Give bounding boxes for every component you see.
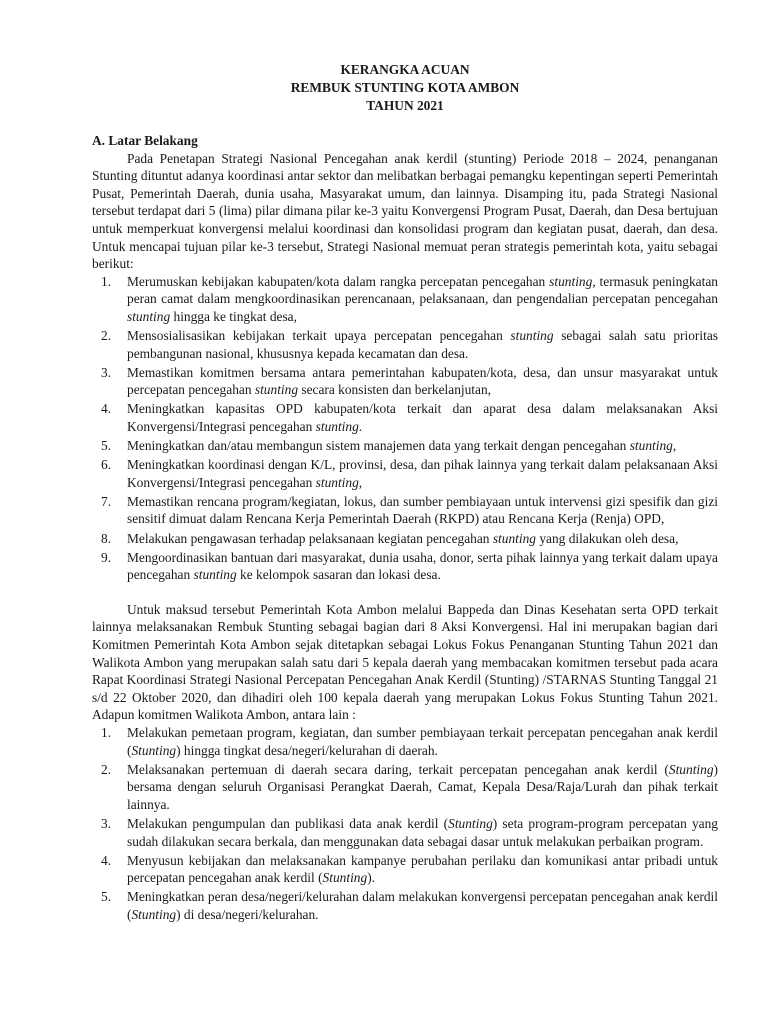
list-item-text: Melakukan pemetaan program, kegiatan, dan sumber pembiayaan terkait percepatan pencegahan anak kerdil (	[127, 725, 718, 758]
list-item-number: 7.	[101, 493, 112, 509]
paragraph-2: Untuk maksud tersebut Pemerintah Kota Ambon melalui Bappeda dan Dinas Kesehatan serta OPD terkait lainnya melaksanakan Rembuk Stunting sebagai bagian dari 8 Aksi Konvergensi. Hal ini merupakan bagian dari Komitmen Pemerintah Kota Ambon sejak ditetapkan sebagai Lokus Fokus Penanganan Stunting Tahun 2021 dan Walikota Ambon yang merupakan salah satu dari 5 kepala daerah yang membacakan komitmen tersebut pada acara Rapat Koordinasi Strategi Nasional Percepatan Pencegahan Anak Kerdil (Stunting) /STARNAS Stunting Tanggal 21 s/d 22 Oktober 2020, dan dihadiri oleh 100 kepala daerah yang merupakan Lokus Fokus Stunting Tahun 2021. Adapun komitmen Walikota Ambon, antara lain :	[92, 601, 718, 723]
list-item	[101, 456, 718, 491]
list-item-text: , termasuk peningkatan peran camat dalam mengkoordinasikan perencanaan, pelaksanaan, dan pengendalian percepatan pencegahan	[127, 273, 718, 307]
paragraph-1: Pada Penetapan Strategi Nasional Pencegahan anak kerdil (stunting) Periode 2018 – 2024, penanganan Stunting dituntut adanya koordinasi antar sektor dan melibatkan berbagai pemangku kepentingan seperti Pemerintah Pusat, Pemerintah Daerah, dunia usaha, Masyarakat umum, dan lainnya. Disamping itu, pada Strategi Nasional tersebut terdapat dari 5 (lima) pilar dimana pilar ke-3 yaitu Konvergensi Program Pusat, Daerah, dan Desa bertujuan untuk memperkuat konvergensi melalui koordinasi dan konsolidasi program dan kegiatan pusat, daerah, dan desa. Untuk mencapai tujuan pilar ke-3 tersebut, Strategi Nasional memuat peran strategis pemerintah kota, yaitu sebagai berikut:	[92, 150, 718, 272]
list-item-number: 1.	[101, 725, 112, 740]
list-item-emphasis: stunting	[193, 567, 237, 583]
list-item-text: Melakukan pengawasan terhadap pelaksanaan kegiatan pencegahan	[127, 530, 493, 546]
list-item	[101, 400, 718, 435]
list-item-text: Menyusun kebijakan dan melaksanakan kampanye perubahan perilaku dan komunikasi antar pribadi untuk percepatan pencegahan anak kerdil (	[127, 852, 718, 886]
list-item-text: ) di desa/negeri/kelurahan.	[176, 906, 319, 922]
list-item-emphasis: stunting	[629, 438, 673, 454]
list-item-text: Melaksanakan pertemuan di daerah secara daring, terkait percepatan pencegahan anak kerdil (	[127, 761, 669, 777]
list-item-text: ) seta program-program percepatan yang sudah dilakukan secara berkala, dan menggunakan data sebagai dasar untuk melakukan perbaikan program.	[127, 815, 718, 849]
section-latar-belakang	[92, 132, 718, 924]
list-item-number: 3.	[101, 364, 112, 380]
list-item-emphasis: stunting	[492, 530, 536, 546]
list-item-emphasis: Stunting	[668, 761, 714, 777]
list-item-text: ,	[672, 438, 677, 454]
list-item-text: Meningkatkan kapasitas OPD kabupaten/kota terkait dan aparat desa dalam melaksanakan Aksi Konvergensi/Integrasi pencegahan	[127, 401, 718, 434]
list-item-number: 8.	[101, 530, 112, 546]
list-item-emphasis: Stunting	[322, 870, 368, 886]
list-item	[101, 761, 718, 814]
list-item-text: Meningkatkan peran desa/negeri/kelurahan dalam melakukan konvergensi percepatan pencegahan anak kerdil (	[127, 889, 718, 922]
list-item-number: 5.	[101, 438, 112, 454]
list-item-text: ).	[367, 870, 375, 886]
list-item-number: 3.	[101, 815, 112, 831]
list-item	[101, 815, 718, 850]
document-title	[92, 61, 718, 115]
section-heading: A. Latar Belakang	[92, 133, 198, 148]
list-item	[101, 530, 718, 548]
list-item-text: yang dilakukan oleh desa,	[536, 530, 679, 546]
list-item-text: .	[358, 419, 363, 434]
list-item-emphasis: stunting	[510, 328, 554, 344]
list-item	[101, 493, 718, 528]
list-item-number: 1.	[101, 273, 112, 289]
list-item-text: ) hingga tingkat desa/negeri/kelurahan di daerah.	[176, 742, 438, 758]
list-item	[101, 437, 718, 455]
list-item-text: Merumuskan kebijakan kabupaten/kota dalam rangka percepatan pencegahan	[127, 273, 550, 289]
list-item-emphasis: Stunting	[131, 742, 177, 758]
list-item-emphasis: Stunting	[131, 906, 177, 922]
list-item-emphasis: stunting	[315, 474, 359, 490]
list-item-text: secara konsisten dan berkelanjutan,	[298, 382, 492, 398]
list-item-number: 6.	[101, 457, 112, 473]
list-item-emphasis: stunting	[254, 382, 299, 398]
list-item-text: ) bersama dengan seluruh Organisasi Perangkat Daerah, Camat, Kepala Desa/Raja/Lurah dan pihak terkait lainnya.	[127, 761, 718, 812]
list-item-text: Memastikan rencana program/kegiatan, lokus, dan sumber pembiayaan untuk intervensi gizi spesifik dan gizi sensitif dimuat dalam Rencana Kerja Pemerintah Daerah (RKPD) atau Rencana Kerja (Renja) OPD,	[127, 493, 718, 527]
list-item-text: Mengoordinasikan bantuan dari masyarakat, dunia usaha, donor, serta pihak lainnya yang terkait dalam upaya pencegahan	[127, 549, 718, 583]
list-item-emphasis: Stunting	[448, 815, 493, 831]
list-item-number: 4.	[101, 852, 112, 868]
list-item	[101, 724, 718, 759]
list-item	[101, 888, 718, 923]
list-item-text: Melakukan pengumpulan dan publikasi data anak kerdil (	[127, 815, 449, 831]
list-item-emphasis: stunting	[127, 308, 171, 324]
list-item-emphasis: stunting	[315, 419, 359, 434]
list-item-text: Meningkatkan koordinasi dengan K/L, provinsi, desa, dan pihak lainnya yang terkait dalam pelaksanaan Aksi Konvergensi/Integrasi pencegahan	[127, 457, 718, 490]
list-item	[101, 549, 718, 584]
list-item-number: 2.	[101, 761, 112, 777]
title-line-1: KERANGKA ACUAN	[340, 62, 470, 77]
list-item-text: Mensosialisasikan kebijakan terkait upaya percepatan pencegahan	[127, 328, 511, 344]
list-item-number: 4.	[101, 401, 112, 417]
list-item-emphasis: stunting	[549, 273, 593, 289]
list-item-text: sebagai salah satu prioritas pembangunan nasional, khususnya kepada kecamatan dan desa.	[127, 328, 718, 361]
title-line-3: TAHUN 2021	[366, 98, 444, 113]
list-peran-strategis	[92, 273, 718, 584]
list-item	[101, 327, 718, 362]
list-item-number: 9.	[101, 549, 112, 565]
list-item-text: ke kelompok sasaran dan lokasi desa.	[236, 567, 441, 583]
list-item	[101, 852, 718, 887]
list-item	[101, 273, 718, 326]
list-item-text: hingga ke tingkat desa,	[170, 308, 297, 324]
title-line-2: REMBUK STUNTING KOTA AMBON	[290, 80, 520, 95]
list-item-number: 5.	[101, 889, 112, 905]
list-item-text: ,	[358, 474, 363, 490]
list-item-text: Memastikan komitmen bersama antara pemerintahan kabupaten/kota, desa, dan unsur masyarakat untuk percepatan pencegahan	[127, 364, 718, 398]
list-item-number: 2.	[101, 328, 112, 344]
list-item	[101, 364, 718, 399]
list-komitmen-walikota	[92, 724, 718, 924]
list-item-text: Meningkatkan dan/atau membangun sistem manajemen data yang terkait dengan pencegahan	[127, 438, 630, 454]
